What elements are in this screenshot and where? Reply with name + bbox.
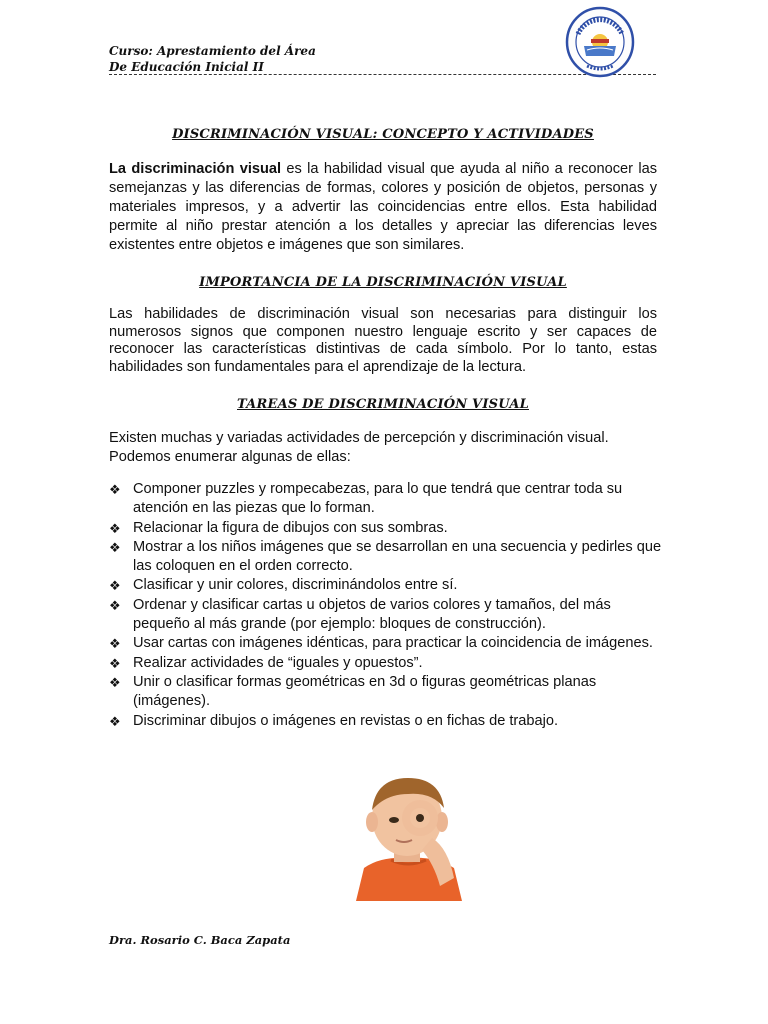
paragraph-intro [109,429,657,467]
list-item: ❖ Realizar actividades de “iguales y opuestos”. [109,654,669,673]
diamond-bullet-icon: ❖ [109,539,121,555]
activities-list [109,480,669,731]
author-footer: Dra. Rosario C. Baca Zapata [109,933,291,947]
list-item: ❖ Usar cartas con imágenes idénticas, para practicar la coincidencia de imágenes. [109,634,669,653]
course-subtitle: De Educación Inicial II [109,60,264,74]
course-title: Curso: Aprestamiento del Área [109,44,316,58]
list-item: ❖ Relacionar la figura de dibujos con sus sombras. [109,519,669,538]
list-item: ❖ Unir o clasificar formas geométricas en 3d o figuras geométricas planas (imágenes). [109,673,597,710]
intro-line-2: Podemos enumerar algunas de ellas: [109,449,351,465]
heading-tareas: TAREAS DE DISCRIMINACIÓN VISUAL [237,397,529,412]
paragraph-definicion [109,160,657,255]
paragraph-importancia: Las habilidades de discriminación visual son necesarias para distinguir los numerosos signos que componen nuestro lenguaje escrito y ser capaces de reconocer las características distintivas de cada símbolo. Por lo tanto, estas habilidades son fundamentales para el aprendizaje de la lectura. [109,306,657,375]
list-item: ❖ Discriminar dibujos o imágenes en revistas o en fichas de trabajo. [109,712,669,731]
university-seal-logo [565,6,635,78]
list-item: ❖ Componer puzzles y rompecabezas, para lo que tendrá que centrar toda su atención en las piezas que lo forman. [109,481,623,517]
intro-line-1: Existen muchas y variadas actividades de percepción y discriminación visual. [109,430,609,446]
definition-term: La discriminación visual [109,161,282,177]
diamond-bullet-icon: ❖ [109,482,121,497]
child-looking-through-hand-photo [336,768,479,901]
diamond-bullet-icon: ❖ [109,520,121,536]
diamond-bullet-icon: ❖ [109,655,121,671]
definition-text: es la habilidad visual que ayuda al niño a reconocer las semejanzas y las diferencias de formas, colores y posición de objetos, personas y materiales impresos, y a advertir las coincidencias entre ellos. Esta habilidad permite al niño prestar atención a los detalles y apreciar las diferencias leves existentes entre objetos e imágenes que son similares. [109,161,657,253]
diamond-bullet-icon: ❖ [109,578,121,594]
heading-concepto: DISCRIMINACIÓN VISUAL: CONCEPTO Y ACTIVIDADES [172,127,594,142]
list-item: ❖ Ordenar y clasificar cartas u objetos de varios colores y tamaños, del más pequeño al más grande (por ejemplo: bloques de construcción). [109,596,611,633]
list-item: ❖ Clasificar y unir colores, discriminándolos entre sí. [109,576,669,595]
diamond-bullet-icon: ❖ [109,597,121,613]
list-item: ❖ Mostrar a los niños imágenes que se desarrollan en una secuencia y pedirles que las coloquen en el orden correcto. [109,538,662,575]
diamond-bullet-icon: ❖ [109,674,121,690]
diamond-bullet-icon: ❖ [109,713,121,729]
heading-importancia: IMPORTANCIA DE LA DISCRIMINACIÓN VISUAL [199,275,567,290]
diamond-bullet-icon: ❖ [109,636,121,652]
